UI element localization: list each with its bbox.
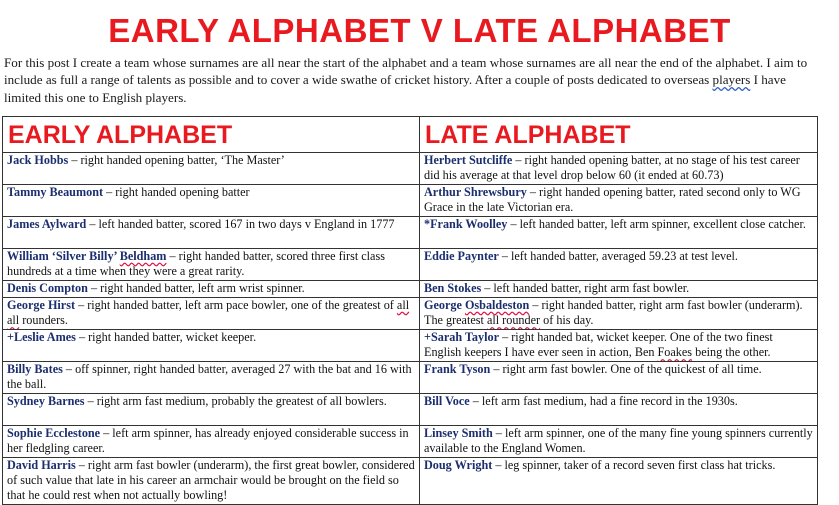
table-row [3,394,818,426]
teams-table [2,116,818,505]
player-name: *Frank Woolley [424,217,508,231]
player-desc: – left arm spinner, has already enjoyed considerable success in her fledgling career. [7,426,409,456]
early-cell [3,281,420,298]
player-name: Eddie Paynter [424,249,499,263]
player-desc: – right handed opening batter, rated second only to WG Grace in the late Victorian era. [424,185,801,215]
player-name: Linsey Smith [424,426,493,440]
late-cell [420,281,818,298]
late-cell [420,394,818,426]
early-cell [3,458,420,505]
player-name: David Harris [7,458,76,472]
player-name: George [424,298,465,312]
page-title: EARLY ALPHABET V LATE ALPHABET [108,12,731,49]
player-desc-squiggly: all all [7,298,410,328]
player-name-squiggly: Osbaldeston [464,298,530,312]
late-cell [420,298,818,330]
table-row [3,458,818,505]
player-name: Herbert Sutcliffe [424,153,513,167]
early-cell [3,153,420,185]
player-desc: – right handed batter, right arm fast bowler (underarm). The greatest [424,298,803,328]
player-desc: – left handed batter, scored 167 in two days v England in 1777 [86,217,395,231]
player-desc: – left arm fast medium, had a fine record in the 1930s. [469,394,738,408]
player-name: Denis Compton [7,281,88,295]
late-cell [420,249,818,281]
late-cell [420,330,818,362]
player-desc: – left handed batter, left arm spinner, excellent close catcher. [507,217,806,231]
early-cell [3,249,420,281]
late-cell [420,217,818,249]
player-desc: – right handed bat, wicket keeper. One of the two finest English keepers I have ever seen in action, Ben [424,330,773,360]
player-name: Frank Tyson [424,362,491,376]
player-name: George Hirst [7,298,76,312]
late-cell [420,426,818,458]
intro-paragraph [4,54,816,106]
player-desc: – right handed opening batter, ‘The Master’ [68,153,285,167]
player-desc-end: of his day. [540,313,594,328]
early-cell [3,426,420,458]
player-name-squiggly: Beldham [119,249,167,263]
player-name: Jack Hobbs [7,153,69,167]
intro-text: For this post I create a team whose surnames are all near the start of the alphabet and a team whose surnames are all near the end of the alphabet. I aim to include as full a range of talents as possible and to cover a wide swathe of cricket history. After a couple of posts dedicated to overseas [4,55,808,88]
player-name: James Aylward [7,217,87,231]
early-cell [3,362,420,394]
early-cell [3,394,420,426]
player-desc: – left arm spinner, one of the many fine young spinners currently available to the England Women. [424,426,813,456]
player-name: +Sarah Taylor [424,330,500,344]
player-desc: – right arm fast medium, probably the greatest of all bowlers. [84,394,387,408]
player-name: Arthur Shrewsbury [424,185,527,199]
header-early-alphabet: EARLY ALPHABET [3,117,420,153]
player-desc: – leg spinner, taker of a record seven first class hat tricks. [492,458,776,472]
player-name: Ben Stokes [424,281,482,295]
table-row [3,153,818,185]
early-cell [3,330,420,362]
player-desc: – right arm fast bowler. One of the quickest of all time. [490,362,762,376]
player-name: Sophie Ecclestone [7,426,101,440]
player-desc-end: being the other. [692,345,771,360]
late-cell [420,458,818,505]
player-desc: – right handed batter, wicket keeper. [75,330,257,344]
player-desc: – right handed opening batter [103,185,250,199]
player-desc: – left handed batter, right arm fast bowler. [481,281,690,295]
player-name: Bill Voce [424,394,470,408]
player-name: William ‘Silver Billy’ [7,249,120,263]
player-desc: – right arm fast bowler (underarm), the first great bowler, considered of such value that late in his career an armchair would be brought on the field so that he could rest when not actually bowling! [7,458,415,503]
late-cell [420,362,818,394]
early-cell [3,298,420,330]
table-row [3,185,818,217]
player-desc-squiggly: Foakes [657,345,693,360]
player-name: Sydney Barnes [7,394,85,408]
table-row [3,217,818,249]
player-desc: – right handed opening batter, at no stage of his test career did his average at that level drop below 60 (it ended at 60.73) [424,153,800,183]
header-late-alphabet: LATE ALPHABET [420,117,818,153]
player-name: Tammy Beaumont [7,185,104,199]
player-name: +Leslie Ames [7,330,76,344]
table-row [3,298,818,330]
player-desc-squiggly: all rounder [486,313,541,328]
player-desc: – off spinner, right handed batter, averaged 27 with the bat and 16 with the ball. [7,362,412,392]
table-row [3,330,818,362]
early-cell [3,217,420,249]
table-row [3,281,818,298]
intro-text-end: I have limited this one to English players. [4,72,786,105]
early-cell [3,185,420,217]
table-header-row [3,117,818,153]
player-desc-end: rounders. [19,313,68,328]
late-cell [420,185,818,217]
intro-squiggly-word: players [712,72,751,88]
table-row [3,426,818,458]
player-name: Billy Bates [7,362,63,376]
player-desc: – right handed batter, left arm wrist spinner. [87,281,305,295]
table-row [3,249,818,281]
player-desc: – right handed batter, scored three first class hundreds at a time when they were a great rarity. [7,249,385,279]
table-row [3,362,818,394]
player-desc: – right handed batter, left arm pace bowler, one of the greatest of [75,298,397,312]
player-name: Doug Wright [424,458,493,472]
late-cell [420,153,818,185]
player-desc: – left handed batter, averaged 59.23 at test level. [498,249,738,263]
